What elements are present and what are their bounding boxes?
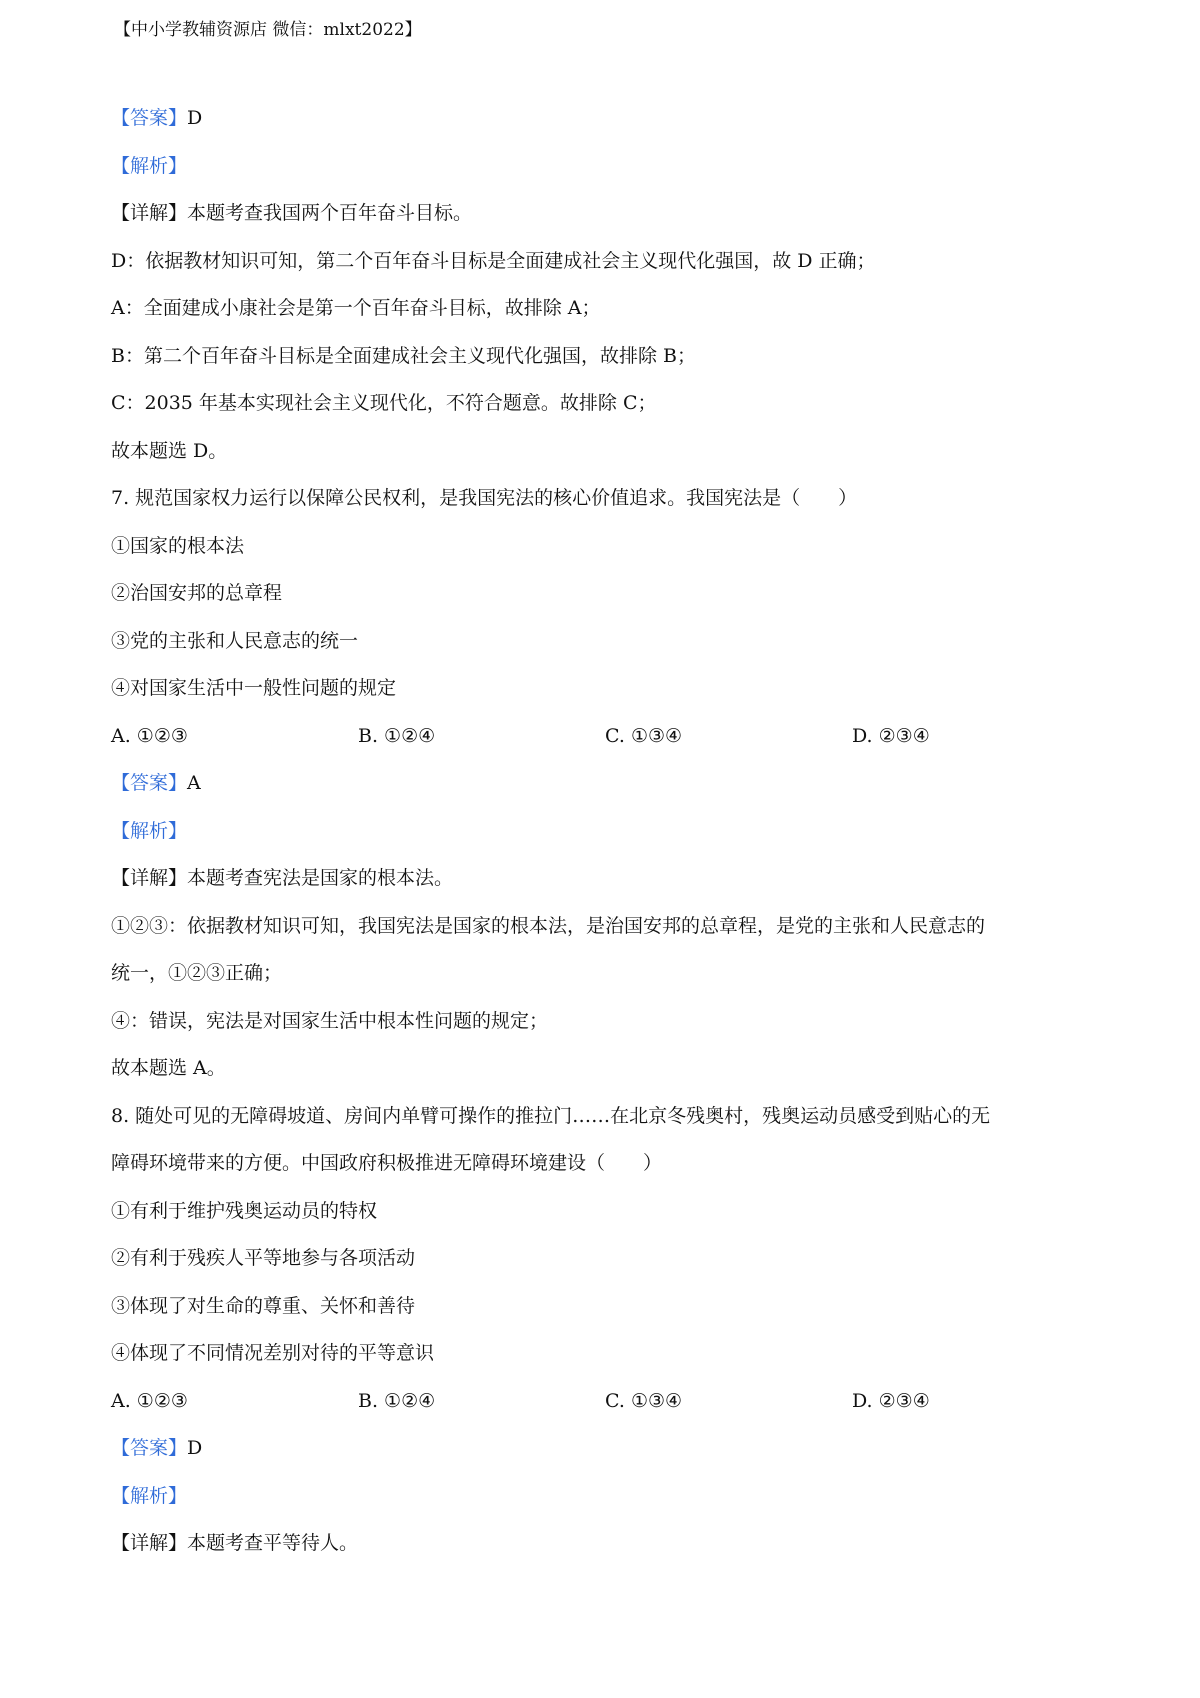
analysis-label: 【解析】 <box>111 1484 188 1507</box>
document-body <box>111 95 1101 1568</box>
answer-label: 【答案】 <box>111 772 188 794</box>
question-stem: 障碍环境带来的方便。中国政府积极推进无障碍环境建设（ ） <box>111 1152 663 1174</box>
question-item: ③党的主张和人民意志的统一 <box>111 629 359 652</box>
explanation-line: A：全面建成小康社会是第一个百年奋斗目标，故排除 A； <box>111 297 601 319</box>
detail-line: 【详解】本题考查平等待人。 <box>111 1532 359 1554</box>
answer-options <box>111 713 1101 761</box>
explanation-line: D：依据教材知识可知，第二个百年奋斗目标是全面建成社会主义现代化强国，故 D 正确； <box>111 249 876 272</box>
explanation-line: 故本题选 A。 <box>111 1057 226 1079</box>
question-item: ②治国安邦的总章程 <box>111 582 283 604</box>
answer-options <box>111 1378 1101 1426</box>
answer-line <box>111 760 1101 808</box>
question-item: ③体现了对生命的尊重、关怀和善待 <box>111 1294 416 1317</box>
question-item: ①国家的根本法 <box>111 534 245 557</box>
explanation-line: ④：错误，宪法是对国家生活中根本性问题的规定； <box>111 1009 549 1032</box>
option-c: C. ①③④ <box>605 1389 683 1412</box>
answer-value: A <box>187 772 201 794</box>
option-b: B. ①②④ <box>358 724 436 747</box>
detail-line: 【详解】本题考查我国两个百年奋斗目标。 <box>111 202 473 224</box>
page-header: 【中小学教辅资源店 微信：mlxt2022】 <box>114 20 422 40</box>
option-c: C. ①③④ <box>605 724 683 747</box>
answer-value: D <box>187 1437 203 1459</box>
answer-label: 【答案】 <box>111 1437 188 1459</box>
option-a: A. ①②③ <box>111 1389 188 1412</box>
explanation-line: ①②③：依据教材知识可知，我国宪法是国家的根本法，是治国安邦的总章程，是党的主张和人民意志的 <box>111 914 986 937</box>
question-item: ④对国家生活中一般性问题的规定 <box>111 677 397 699</box>
analysis-label: 【解析】 <box>111 819 188 842</box>
question-item: ④体现了不同情况差别对待的平等意识 <box>111 1342 435 1364</box>
explanation-line: 故本题选 D。 <box>111 439 228 462</box>
option-a: A. ①②③ <box>111 724 188 747</box>
answer-line <box>111 95 1101 143</box>
answer-value: D <box>187 107 203 129</box>
explanation-line: B：第二个百年奋斗目标是全面建成社会主义现代化强国，故排除 B； <box>111 344 696 367</box>
answer-line <box>111 1425 1101 1473</box>
question-item: ②有利于残疾人平等地参与各项活动 <box>111 1247 416 1269</box>
answer-label: 【答案】 <box>111 107 188 129</box>
analysis-label: 【解析】 <box>111 154 188 177</box>
question-stem: 8. 随处可见的无障碍坡道、房间内单臂可操作的推拉门……在北京冬残奥村，残奥运动员感受到贴心的无 <box>111 1104 991 1127</box>
option-d: D. ②③④ <box>852 724 930 747</box>
explanation-line: C：2035 年基本实现社会主义现代化，不符合题意。故排除 C； <box>111 392 657 414</box>
option-b: B. ①②④ <box>358 1389 436 1412</box>
detail-line: 【详解】本题考查宪法是国家的根本法。 <box>111 867 454 889</box>
question-item: ①有利于维护残奥运动员的特权 <box>111 1199 378 1222</box>
explanation-line: 统一，①②③正确； <box>111 962 283 984</box>
option-d: D. ②③④ <box>852 1389 930 1412</box>
question-stem: 7. 规范国家权力运行以保障公民权利，是我国宪法的核心价值追求。我国宪法是（ ） <box>111 487 858 509</box>
